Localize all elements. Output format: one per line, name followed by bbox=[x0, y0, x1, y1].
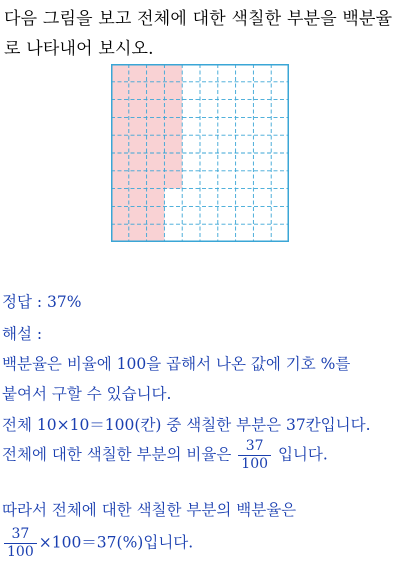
line-4-suffix: 입니다. bbox=[277, 445, 328, 464]
fraction-37-over-100 bbox=[238, 438, 271, 473]
fraction-denominator: 100 bbox=[7, 544, 34, 560]
explanation-label: 해설 : bbox=[2, 325, 43, 343]
line-6-suffix: ×100＝37(%)입니다. bbox=[38, 533, 194, 552]
question-line-1: 다음 그림을 보고 전체에 대한 색칠한 부분을 백분율 bbox=[4, 9, 393, 29]
line-4-prefix: 전체에 대한 색칠한 부분의 비율은 bbox=[2, 445, 232, 464]
fraction-numerator: 37 bbox=[4, 526, 37, 544]
explanation-line-1: 백분율은 비율에 100을 곱해서 나온 값에 기호 %를 bbox=[2, 355, 351, 373]
explanation-line-4 bbox=[2, 438, 398, 473]
explanation-line-5: 따라서 전체에 대한 색칠한 부분의 백분율은 bbox=[2, 501, 297, 519]
explanation-line-6 bbox=[2, 526, 398, 561]
filled-cells-column bbox=[164, 64, 182, 189]
explanation-line-2: 붙여서 구할 수 있습니다. bbox=[2, 385, 172, 403]
hundred-grid bbox=[111, 64, 289, 242]
explanation-line-3: 전체 10×10＝100(칸) 중 색칠한 부분은 37칸입니다. bbox=[2, 416, 371, 434]
fraction-numerator: 37 bbox=[238, 438, 271, 456]
answer-label: 정답 : 37% bbox=[2, 293, 82, 311]
filled-cells-column bbox=[147, 64, 165, 242]
fraction-denominator: 100 bbox=[241, 456, 269, 472]
question-line-2: 로 나타내어 보시오. bbox=[4, 39, 154, 59]
question-text bbox=[4, 4, 396, 64]
fraction-37-over-100-final bbox=[4, 526, 37, 561]
